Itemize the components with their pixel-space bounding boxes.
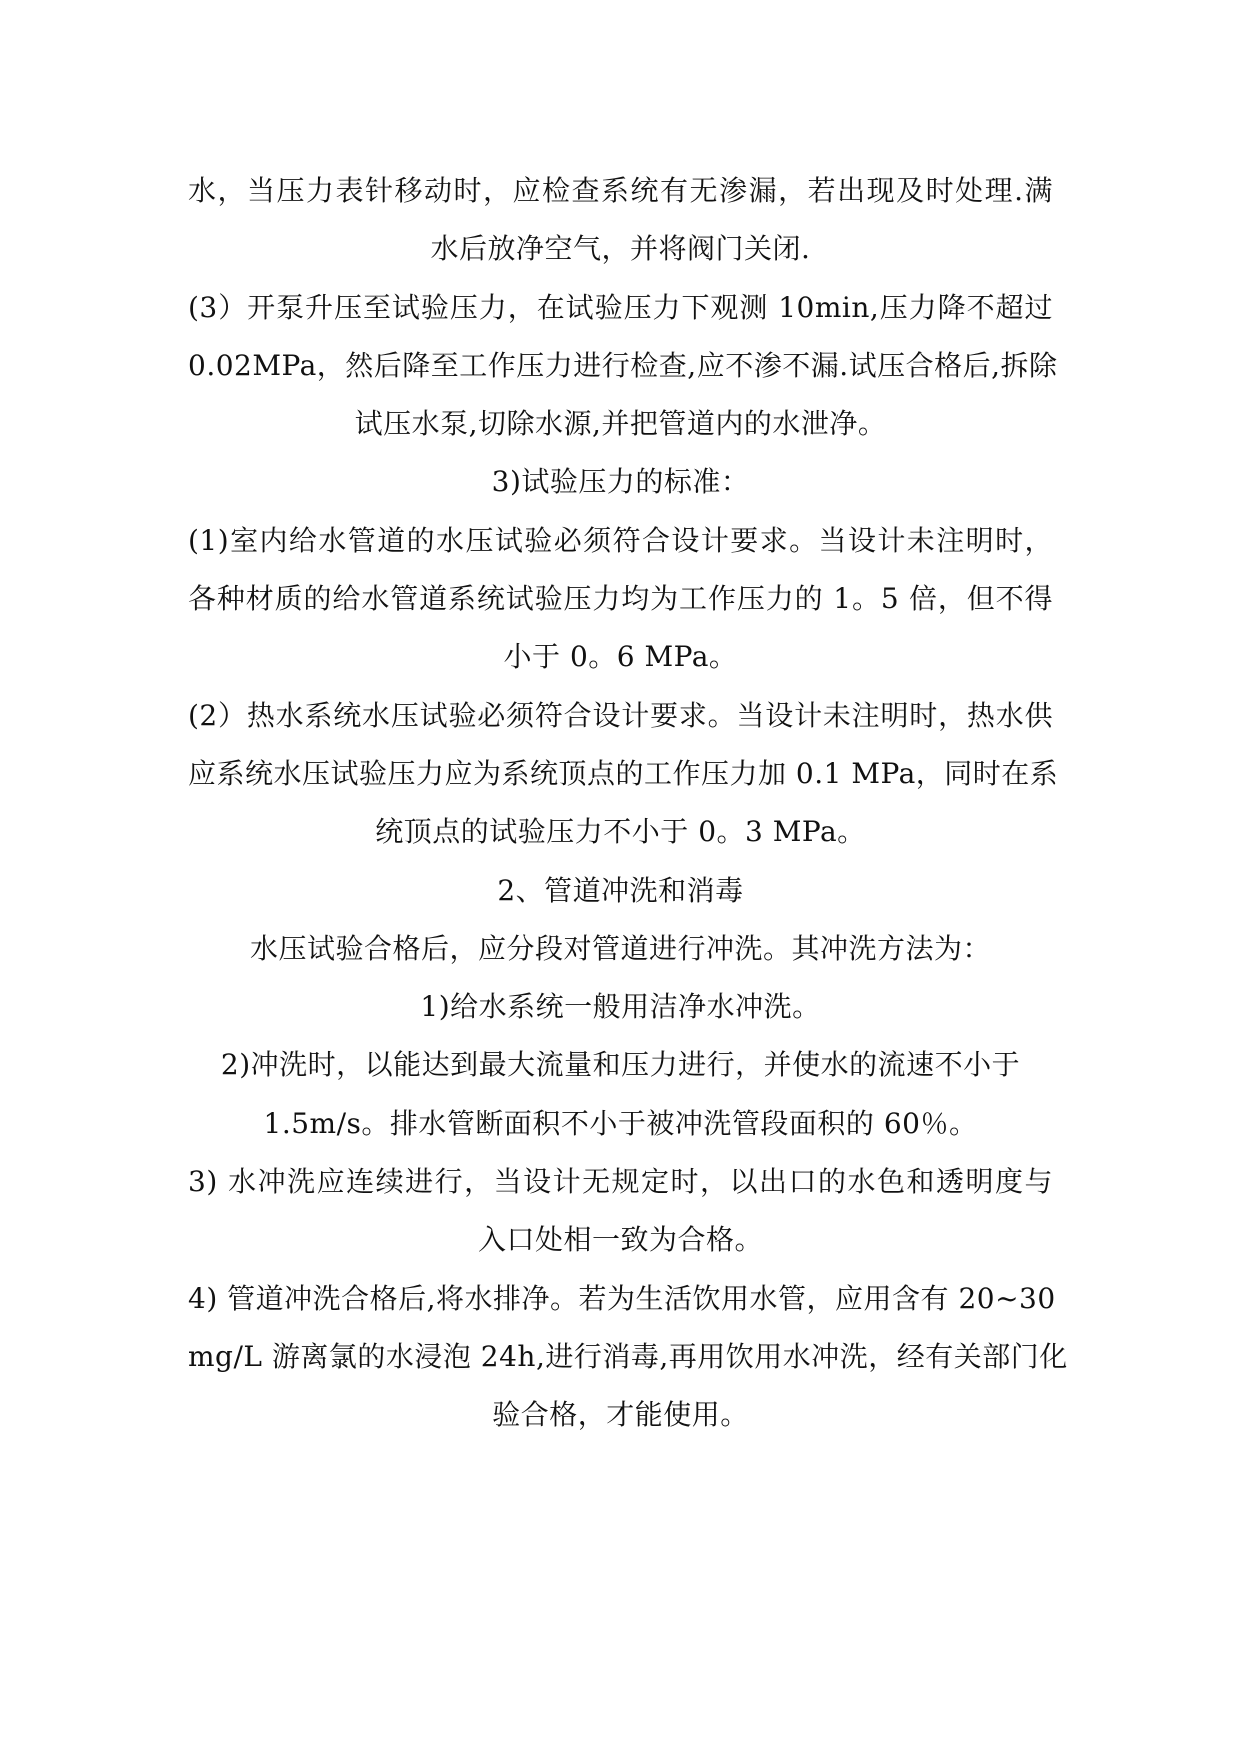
text-line: (2）热水系统水压试验必须符合设计要求。当设计未注明时，热水供 [188, 698, 1053, 732]
text-line: 试压水泵,切除水源,并把管道内的水泄净。 [354, 407, 887, 441]
text-line: 应系统水压试验压力应为系统顶点的工作压力加 0.1 MPa，同时在系 [188, 756, 1059, 790]
text-line: 入口处相一致为合格。 [477, 1223, 763, 1257]
text-line: 4) 管道冲洗合格后,将水排净。若为生活饮用水管，应用含有 20~30 [188, 1281, 1056, 1315]
text-line: 3) 水冲洗应连续进行，当设计无规定时，以出口的水色和透明度与 [188, 1165, 1053, 1199]
text-line: 1.5m/s。排水管断面积不小于被冲洗管段面积的 60％。 [263, 1106, 978, 1140]
text-line: (1)室内给水管道的水压试验必须符合设计要求。当设计未注明时， [188, 523, 1053, 557]
text-line: 水，当压力表针移动时，应检查系统有无渗漏，若出现及时处理.满 [188, 174, 1053, 207]
text-line: 0.02MPa，然后降至工作压力进行检查,应不渗不漏.试压合格后,拆除 [188, 348, 1058, 382]
text-line: 1)给水系统一般用洁净水冲洗。 [420, 990, 821, 1024]
text-line: 水后放净空气，并将阀门关闭. [430, 232, 811, 266]
text-line: mg/L 游离氯的水浸泡 24h,进行消毒,再用饮用水冲洗，经有关部门化 [188, 1339, 1068, 1373]
text-line: 水压试验合格后，应分段对管道进行冲洗。其冲洗方法为： [249, 931, 991, 965]
text-line: 小于 0。6 MPa。 [503, 640, 738, 674]
document-body [188, 162, 1068, 1445]
section-heading: 3)试验压力的标准： [491, 465, 750, 499]
text-line: 统顶点的试验压力不小于 0。3 MPa。 [375, 815, 866, 849]
section-heading: 2、管道冲洗和消毒 [497, 873, 744, 907]
text-line: 验合格，才能使用。 [492, 1398, 749, 1432]
text-line: 各种材质的给水管道系统试验压力均为工作压力的 1。5 倍，但不得 [188, 582, 1053, 616]
text-line: (3）开泵升压至试验压力，在试验压力下观测 10min,压力降不超过 [188, 290, 1053, 324]
text-line: 2)冲洗时，以能达到最大流量和压力进行，并使水的流速不小于 [220, 1048, 1021, 1082]
